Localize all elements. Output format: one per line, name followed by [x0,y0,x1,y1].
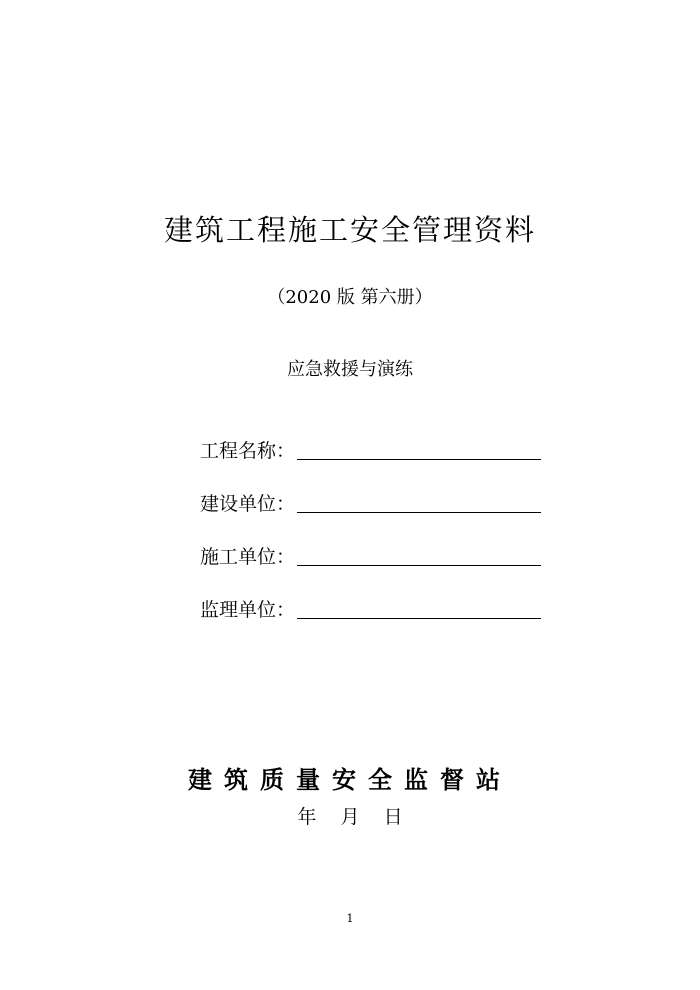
edition-label: （2020 版 第六册） [267,287,433,308]
contractor-blank-line [297,565,541,566]
project-name-field [200,435,541,463]
date-line: 年 月 日 [297,806,403,828]
document-title: 建筑工程施工安全管理资料 [163,213,536,247]
contractor-label: 施工单位： [200,546,296,568]
contractor-field [200,541,541,569]
supervisor-label: 监理单位： [200,599,296,621]
page-number: 1 [346,912,354,925]
project-name-label: 工程名称： [200,440,296,462]
issuing-authority: 建筑质量安全监督站 [188,765,512,794]
developer-label: 建设单位： [200,493,296,515]
volume-subtitle: 应急救援与演练 [287,359,413,380]
project-name-blank-line [297,459,541,460]
supervisor-blank-line [297,618,541,619]
developer-blank-line [297,512,541,513]
developer-field [200,488,541,516]
supervisor-field [200,594,541,622]
